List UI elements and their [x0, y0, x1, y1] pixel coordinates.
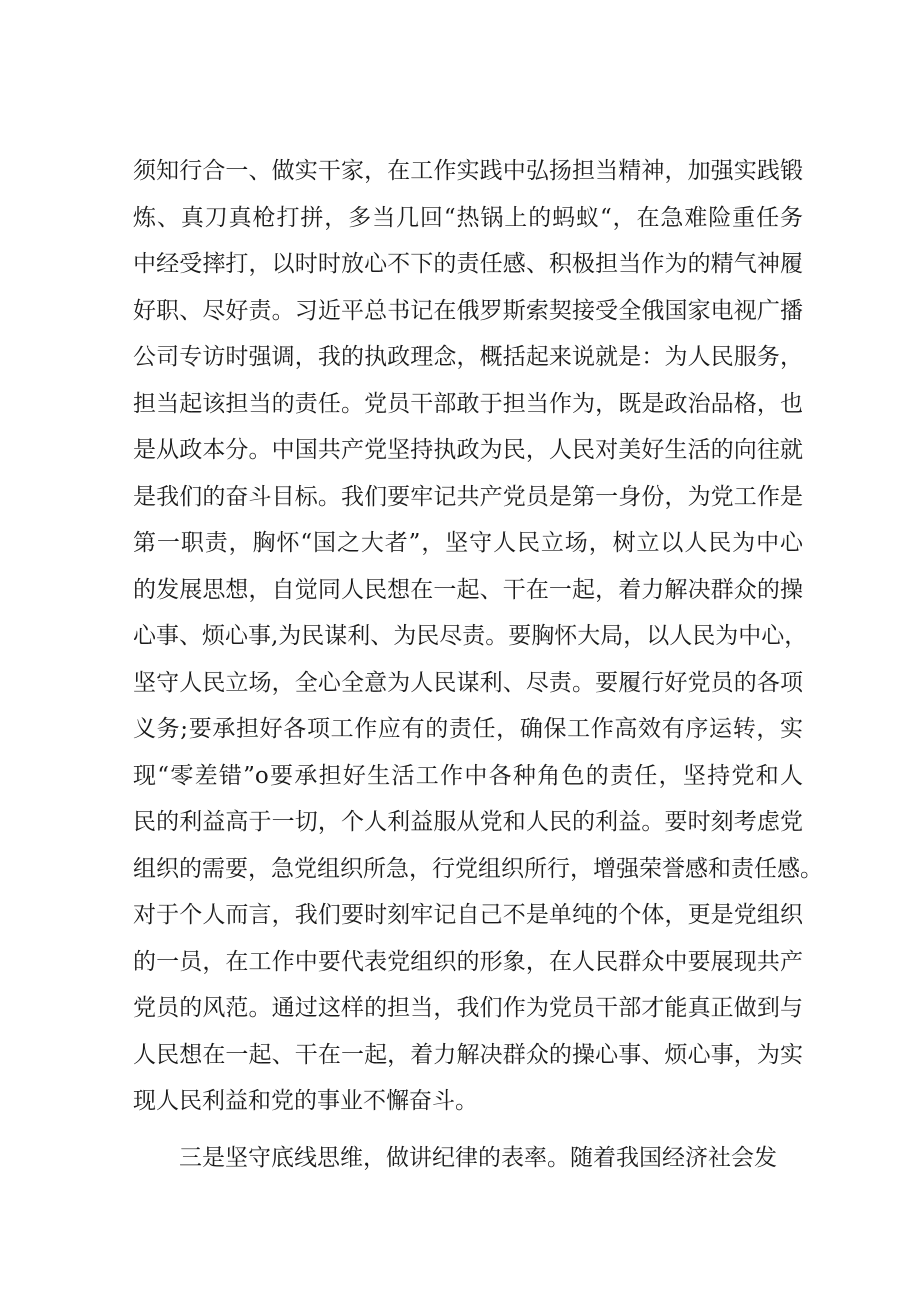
- text-line: 的发展思想，自觉同人民想在一起、干在一起，着力解决群众的操: [133, 576, 803, 603]
- text-line: 第一职责，胸怀“国之大者”，坚守人民立场，树立以人民为中心: [133, 530, 803, 556]
- text-line: 现人民利益和党的事业不懈奋斗。: [133, 1088, 478, 1114]
- text-line: 党员的风范。通过这样的担当，我们作为党员干部才能真正做到与: [133, 995, 803, 1021]
- text-line: 对于个人而言，我们要时刻牢记自己不是单纯的个体，更是党组织: [133, 902, 803, 928]
- text-line: 心事、烦心事,为民谋利、为民尽责。要胸怀大局，以人民为中心，: [133, 623, 808, 649]
- text-line: 三是坚守底线思维，做讲纪律的表率。随着我国经济社会发: [179, 1144, 777, 1171]
- text-line: 是从政本分。中国共产党坚持执政为民，人民对美好生活的向往就: [133, 437, 803, 463]
- text-line: 义务;要承担好各项工作应有的责任，确保工作高效有序运转，实: [133, 716, 803, 742]
- text-line: 中经受摔打，以时时放心不下的责任感、积极担当作为的精气神履: [133, 251, 803, 277]
- text-line: 组织的需要，急党组织所急，行党组织所行，增强荣誉感和责任感。: [133, 855, 823, 882]
- text-line: 须知行合一、做实干家，在工作实践中弘扬担当精神，加强实践锻: [133, 158, 803, 184]
- text-line: 现“零差错”o要承担好生活工作中各种角色的责任，坚持党和人: [133, 762, 803, 789]
- text-line: 的一员，在工作中要代表党组织的形象，在人民群众中要展现共产: [133, 948, 803, 975]
- text-line: 炼、真刀真枪打拼，多当几回“热锅上的蚂蚁“，在急难险重任务: [133, 204, 803, 231]
- paragraph-2: [133, 1135, 803, 1182]
- text-line: 民的利益高于一切，个人利益服从党和人民的利益。要时刻考虑党: [133, 809, 803, 835]
- text-line: 好职、尽好责。习近平总书记在俄罗斯索契接受全俄国家电视广播: [133, 297, 803, 324]
- text-line: 担当起该担当的责任。党员干部敢于担当作为，既是政治品格，也: [133, 390, 803, 417]
- paragraph-1: [133, 148, 823, 1125]
- text-line: 坚守人民立场，全心全意为人民谋利、尽责。要履行好党员的各项: [133, 669, 803, 696]
- text-line: 公司专访时强调，我的执政理念，概括起来说就是：为人民服务，: [133, 344, 803, 370]
- text-line: 是我们的奋斗目标。我们要牢记共产党员是第一身份，为党工作是: [133, 483, 803, 510]
- document-body: [133, 148, 823, 1181]
- text-line: 人民想在一起、干在一起，着力解决群众的操心事、烦心事，为实: [133, 1041, 803, 1068]
- paragraph-gap: [133, 1125, 803, 1135]
